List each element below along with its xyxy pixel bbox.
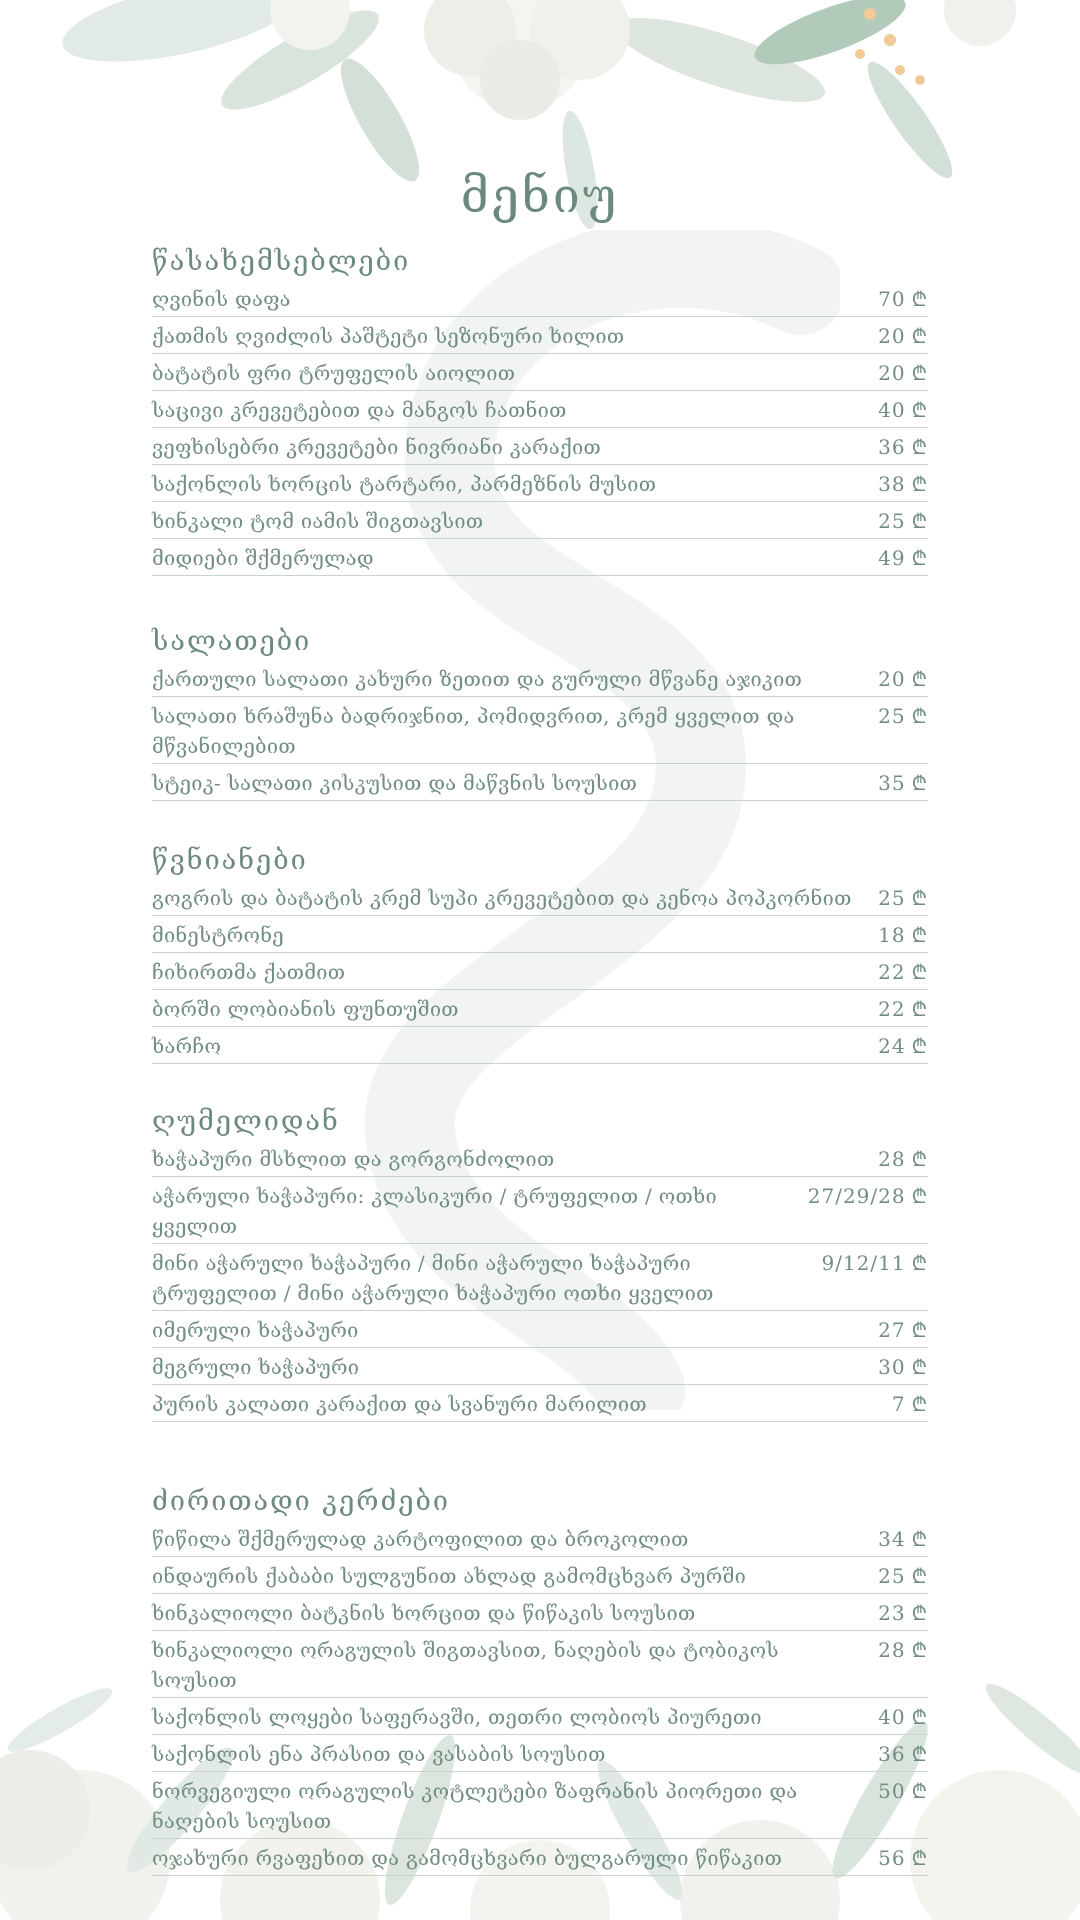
item-price	[821, 1248, 928, 1278]
item-name: წიწილა შქმერულად კარტოფილით და ბროკოლით	[152, 1527, 689, 1551]
price-value: 25	[878, 886, 906, 910]
item-price	[878, 1524, 928, 1554]
item-price	[892, 1389, 928, 1419]
currency-symbol: ₾	[911, 1527, 928, 1551]
menu-item	[152, 391, 928, 428]
item-price	[878, 701, 928, 731]
currency-symbol: ₾	[911, 886, 928, 910]
price-value: 22	[878, 960, 906, 984]
price-value: 7	[891, 1392, 906, 1416]
section-title: სალათები	[152, 626, 312, 657]
price-value: 50	[878, 1779, 906, 1803]
currency-symbol: ₾	[911, 704, 928, 728]
price-value: 27/29/28	[807, 1184, 906, 1208]
price-value: 36	[878, 435, 906, 459]
item-price	[878, 1843, 928, 1873]
currency-symbol: ₾	[911, 1779, 928, 1803]
item-name: პურის კალათი კარაქით და სვანური მარილით	[152, 1392, 647, 1416]
item-name: ბორში ლობიანის ფუნთუშით	[152, 997, 459, 1021]
item-price	[878, 768, 928, 798]
currency-symbol: ₾	[911, 435, 928, 459]
item-name: მიდიები შქმერულად	[152, 546, 374, 570]
menu-item	[152, 1735, 928, 1772]
item-name: საცივი კრევეტებით და მანგოს ჩათნით	[152, 398, 567, 422]
item-name: ვეფხისებრი კრევეტები ნივრიანი კარაქით	[152, 435, 602, 459]
section-title: წვნიანები	[152, 845, 308, 876]
item-name: ქართული სალათი კახური ზეთით და გურული მწვანე აჯიკით	[152, 667, 803, 691]
menu-item	[152, 1520, 928, 1557]
item-name: ოჯახური რვაფეხით და გამომცხვარი ბულგარული წიწაკით	[152, 1846, 783, 1870]
menu-item	[152, 502, 928, 539]
price-value: 9/12/11	[821, 1251, 906, 1275]
item-name: მეგრული ხაჭაპური	[152, 1355, 360, 1379]
currency-symbol: ₾	[911, 1846, 928, 1870]
price-value: 25	[878, 509, 906, 533]
menu-item	[152, 465, 928, 502]
price-value: 30	[878, 1355, 906, 1379]
price-value: 56	[878, 1846, 906, 1870]
item-price	[878, 664, 928, 694]
menu-item	[152, 990, 928, 1027]
menu-section	[152, 839, 928, 1064]
section-title: ღუმელიდან	[152, 1106, 340, 1137]
currency-symbol: ₾	[911, 546, 928, 570]
menu-section	[152, 620, 928, 801]
item-price	[878, 1031, 928, 1061]
price-value: 36	[878, 1742, 906, 1766]
menu-item	[152, 539, 928, 576]
price-value: 20	[878, 667, 906, 691]
currency-symbol: ₾	[911, 960, 928, 984]
menu-item	[152, 1557, 928, 1594]
item-name: ხინკალი ტომ იამის შიგთავსით	[152, 509, 484, 533]
currency-symbol: ₾	[911, 472, 928, 496]
item-price	[878, 1598, 928, 1628]
currency-symbol: ₾	[911, 324, 928, 348]
item-price	[878, 1561, 928, 1591]
section-title: ძირითადი კერძები	[152, 1486, 451, 1517]
menu-item	[152, 1772, 928, 1839]
price-value: 40	[878, 398, 906, 422]
item-name: სალათი ხრაშუნა ბადრიჯნით, პომიდვრით, კრემ ყველით და მწვანილებით	[152, 704, 795, 758]
item-name: ღვინის დაფა	[152, 287, 291, 311]
item-price	[808, 1181, 928, 1211]
price-value: 20	[878, 324, 906, 348]
item-name: ჩიხირთმა ქათმით	[152, 960, 346, 984]
price-value: 35	[878, 771, 906, 795]
currency-symbol: ₾	[911, 398, 928, 422]
currency-symbol: ₾	[911, 1034, 928, 1058]
menu-item	[152, 280, 928, 317]
item-price	[878, 1352, 928, 1382]
item-name: საქონლის ხორცის ტარტარი, პარმეზნის მუსით	[152, 472, 657, 496]
currency-symbol: ₾	[911, 1147, 928, 1171]
item-price	[878, 506, 928, 536]
price-value: 25	[878, 704, 906, 728]
item-name: ბატატის ფრი ტრუფელის აიოლით	[152, 361, 516, 385]
currency-symbol: ₾	[911, 667, 928, 691]
item-name: ხინკალიოლი ბატკნის ხორცით და წიწაკის სოუსით	[152, 1601, 696, 1625]
menu-item	[152, 879, 928, 916]
menu-item	[152, 916, 928, 953]
item-name: ქათმის ღვიძლის პაშტეტი სეზონური ხილით	[152, 324, 625, 348]
item-price	[878, 1739, 928, 1769]
item-price	[878, 1702, 928, 1732]
menu-item	[152, 1631, 928, 1698]
menu-title: მენიუ	[460, 168, 620, 224]
price-value: 28	[878, 1638, 906, 1662]
menu-section	[152, 1480, 928, 1876]
menu-section	[152, 240, 928, 576]
item-name: იმერული ხაჭაპური	[152, 1318, 359, 1342]
item-name: ინდაურის ქაბაბი სულგუნით ახლად გამომცხვარ პურში	[152, 1564, 747, 1588]
menu-item	[152, 1698, 928, 1735]
menu-item	[152, 1385, 928, 1422]
item-price	[878, 883, 928, 913]
menu-section	[152, 1100, 928, 1422]
item-price	[878, 957, 928, 987]
menu-item	[152, 1244, 928, 1311]
price-value: 34	[878, 1527, 906, 1551]
price-value: 38	[878, 472, 906, 496]
currency-symbol: ₾	[911, 1742, 928, 1766]
item-name: საქონლის ენა პრასით და ვასაბის სოუსით	[152, 1742, 606, 1766]
item-name: ხარჩო	[152, 1034, 222, 1058]
price-value: 25	[878, 1564, 906, 1588]
currency-symbol: ₾	[911, 771, 928, 795]
price-value: 28	[878, 1147, 906, 1171]
menu-item	[152, 1348, 928, 1385]
item-name: მინესტრონე	[152, 923, 284, 947]
item-name: საქონლის ლოყები საფერავში, თეთრი ლობიოს პიურეთი	[152, 1705, 762, 1729]
item-price	[878, 469, 928, 499]
currency-symbol: ₾	[911, 1184, 928, 1208]
menu-item	[152, 1140, 928, 1177]
item-price	[878, 994, 928, 1024]
price-value: 40	[878, 1705, 906, 1729]
currency-symbol: ₾	[911, 1355, 928, 1379]
menu-item	[152, 697, 928, 764]
menu-item	[152, 1594, 928, 1631]
item-name: ხინკალიოლი ორაგულის შიგთავსით, ნაღების და ტობიკოს სოუსით	[152, 1638, 779, 1692]
menu-item	[152, 354, 928, 391]
currency-symbol: ₾	[911, 1251, 928, 1275]
price-value: 18	[878, 923, 906, 947]
menu-item	[152, 317, 928, 354]
menu-item	[152, 428, 928, 465]
item-price	[878, 1776, 928, 1806]
item-price	[878, 432, 928, 462]
currency-symbol: ₾	[911, 997, 928, 1021]
currency-symbol: ₾	[911, 1564, 928, 1588]
price-value: 49	[878, 546, 906, 570]
currency-symbol: ₾	[911, 509, 928, 533]
price-value: 24	[878, 1034, 906, 1058]
price-value: 23	[878, 1601, 906, 1625]
currency-symbol: ₾	[911, 1638, 928, 1662]
item-name: ხაჭაპური მსხლით და გორგონძოლით	[152, 1147, 555, 1171]
item-name: გოგრის და ბატატის კრემ სუპი კრევეტებით და კენოა პოპკორნით	[152, 886, 852, 910]
currency-symbol: ₾	[911, 1392, 928, 1416]
menu-item	[152, 1839, 928, 1876]
item-name: სტეიკ- სალათი კისკუსით და მაწვნის სოუსით	[152, 771, 638, 795]
menu-item	[152, 1177, 928, 1244]
currency-symbol: ₾	[911, 287, 928, 311]
currency-symbol: ₾	[911, 1318, 928, 1342]
item-price	[878, 1144, 928, 1174]
menu-item	[152, 1027, 928, 1064]
menu-item	[152, 953, 928, 990]
menu-item	[152, 1311, 928, 1348]
item-price	[878, 321, 928, 351]
item-price	[878, 1635, 928, 1665]
menu-list	[152, 240, 928, 1876]
currency-symbol: ₾	[911, 1705, 928, 1729]
item-price	[878, 358, 928, 388]
price-value: 22	[878, 997, 906, 1021]
section-title: წასახემსებლები	[152, 246, 411, 277]
currency-symbol: ₾	[911, 1601, 928, 1625]
item-name: ნორვეგიული ორაგულის კოტლეტები ზაფრანის პიორეთი და ნაღების სოუსით	[152, 1779, 798, 1833]
item-price	[878, 395, 928, 425]
item-price	[878, 284, 928, 314]
item-name: აჭარული ხაჭაპური: კლასიკური / ტრუფელით / ოთხი ყველით	[152, 1184, 718, 1238]
item-price	[878, 543, 928, 573]
item-price	[878, 920, 928, 950]
currency-symbol: ₾	[911, 923, 928, 947]
price-value: 27	[878, 1318, 906, 1342]
item-price	[878, 1315, 928, 1345]
currency-symbol: ₾	[911, 361, 928, 385]
price-value: 20	[878, 361, 906, 385]
menu-item	[152, 660, 928, 697]
menu-item	[152, 764, 928, 801]
item-name: მინი აჭარული ხაჭაპური / მინი აჭარული ხაჭაპური ტრუფელით / მინი აჭარული ხაჭაპური ოთხი ყველით	[152, 1251, 714, 1305]
price-value: 70	[878, 287, 906, 311]
